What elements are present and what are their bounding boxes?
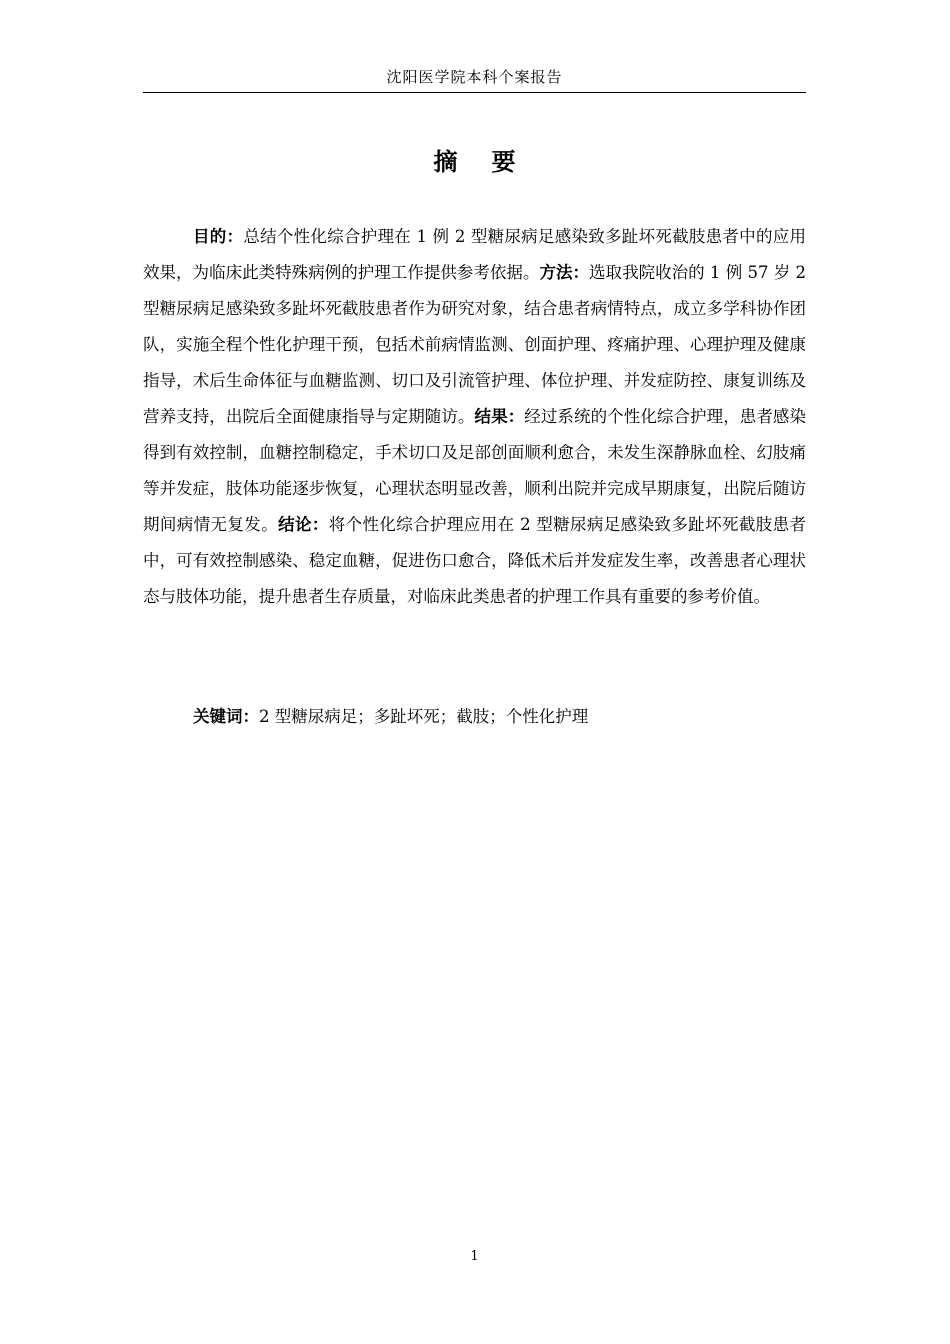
abstract-title <box>143 144 806 180</box>
header-text: 沈阳医学院本科个案报告 <box>386 68 563 86</box>
keywords-text: 2 型糖尿病足；多趾坏死；截肢；个性化护理 <box>259 707 589 726</box>
keywords-label: 关键词： <box>193 707 259 726</box>
conclusion-text: 将个性化综合护理应用在 2 型糖尿病足感染致多趾坏死截肢患者中，可有效控制感染、稳定血糖，促进伤口愈合，降低术后并发症发生率，改善患者心理状态与肢体功能，提升患者生存质量，对临床此类患者的护理工作具有重要的参考价值。 <box>143 515 806 606</box>
page-number: 1 <box>470 1249 479 1264</box>
conclusion-label: 结论： <box>278 515 329 534</box>
result-label: 结果： <box>474 407 525 426</box>
abstract-paragraph <box>143 219 806 615</box>
keywords-paragraph <box>143 702 806 732</box>
result-text: 经过系统的个性化综合护理，患者感染得到有效控制，血糖控制稳定，手术切口及足部创面顺利愈合，未发生深静脉血栓、幻肢痛等并发症，肢体功能逐步恢复，心理状态明显改善，顺利出院并完成早期康复，出院后随访期间病情无复发。 <box>143 407 807 534</box>
title-char-1: 摘 <box>433 147 458 176</box>
method-label: 方法： <box>539 263 590 282</box>
objective-text: 总结个性化综合护理在 1 例 2 型糖尿病足感染致多趾坏死截肢患者中的应用效果，为临床此类特殊病例的护理工作提供参考依据。 <box>143 227 806 282</box>
page-header <box>143 66 806 93</box>
title-char-2: 要 <box>491 147 516 176</box>
method-text: 选取我院收治的 1 例 57 岁 2 型糖尿病足感染致多趾坏死截肢患者作为研究对象，结合患者病情特点，成立多学科协作团队，实施全程个性化护理干预，包括术前病情监测、创面护理、疼痛护理、心理护理及健康指导，术后生命体征与血糖监测、切口及引流管护理、体位护理、并发症防控、康复训练及营养支持，出院后全面健康指导与定期随访。 <box>143 263 807 426</box>
objective-label: 目的： <box>193 227 244 246</box>
